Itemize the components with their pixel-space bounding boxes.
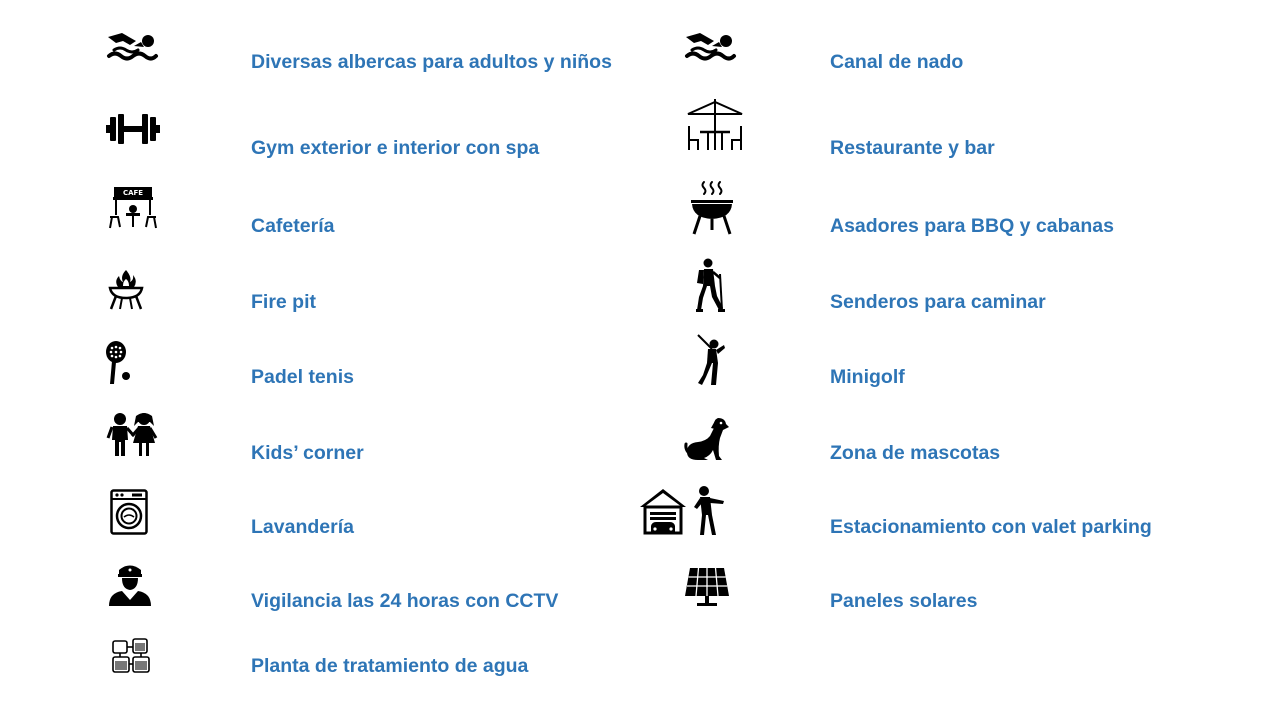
amenity-label: Kids’ corner xyxy=(251,442,364,464)
washing-machine-icon xyxy=(110,489,148,535)
cafe-icon xyxy=(108,185,158,231)
amenity-label: Canal de nado xyxy=(830,51,964,73)
hiker-icon xyxy=(693,258,729,312)
restaurant-table-icon xyxy=(686,98,744,152)
amenity-label: Senderos para caminar xyxy=(830,291,1046,313)
kids-icon xyxy=(106,412,158,458)
golfer-icon xyxy=(694,333,728,387)
water-treatment-icon xyxy=(111,637,151,675)
swimmer-icon xyxy=(684,30,736,64)
amenity-label: Diversas albercas para adultos y niños xyxy=(251,51,612,73)
bbq-grill-icon xyxy=(688,180,736,236)
solar-panel-icon xyxy=(684,566,730,608)
security-guard-icon xyxy=(107,562,153,606)
amenity-label: Zona de mascotas xyxy=(830,442,1001,464)
dumbbell-icon xyxy=(106,113,160,145)
dog-icon xyxy=(684,416,730,462)
amenity-label: Asadores para BBQ y cabanas xyxy=(830,215,1114,237)
amenity-label: Restaurante y bar xyxy=(830,137,995,159)
svg-text:CAFE: CAFE xyxy=(122,189,144,197)
amenity-label: Fire pit xyxy=(251,291,317,313)
amenity-label: Estacionamiento con valet parking xyxy=(830,516,1152,538)
amenity-label: Vigilancia las 24 horas con CCTV xyxy=(251,590,559,612)
amenity-label: Cafetería xyxy=(251,215,335,237)
amenity-label: Gym exterior e interior con spa xyxy=(251,137,540,159)
amenity-label: Lavandería xyxy=(251,516,354,538)
fire-pit-icon xyxy=(108,268,144,310)
amenity-label: Paneles solares xyxy=(830,590,978,612)
amenity-label: Padel tenis xyxy=(251,366,354,388)
garage-valet-icon xyxy=(638,485,732,537)
amenity-label: Minigolf xyxy=(830,366,905,388)
padel-racket-icon xyxy=(104,340,132,386)
amenity-label: Planta de tratamiento de agua xyxy=(251,655,529,677)
swimmer-icon xyxy=(106,30,158,64)
